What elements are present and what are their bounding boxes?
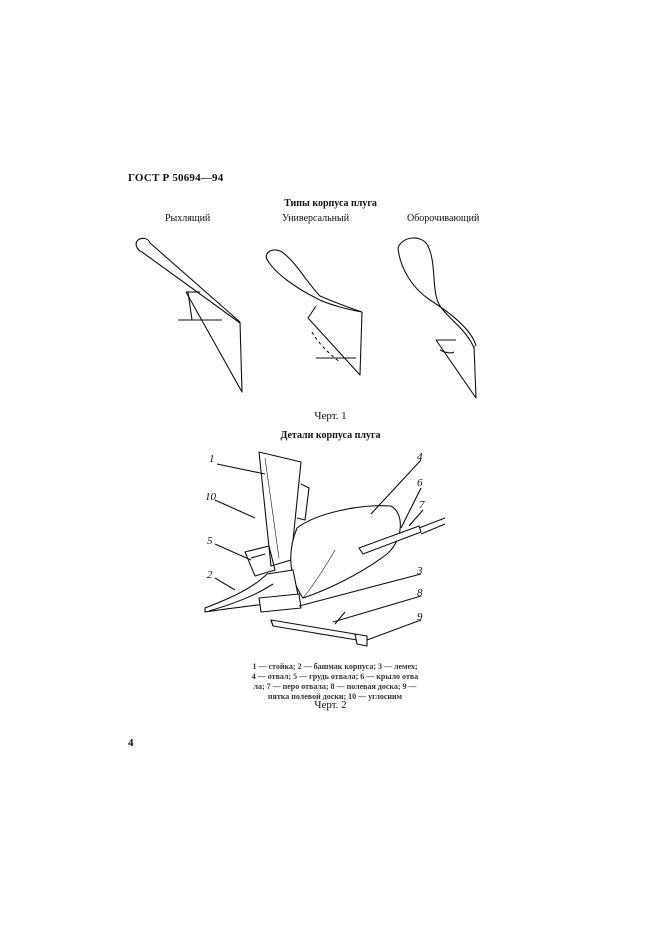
callout-3: 3 [417, 565, 423, 577]
part-landside-heel [355, 634, 367, 646]
part-landside [271, 620, 357, 640]
figure1-title: Типы корпуса плуга [284, 198, 377, 209]
callout-10: 10 [205, 491, 216, 503]
type-label-loosening: Рыхлящий [165, 213, 211, 224]
parts-legend [220, 662, 450, 702]
universal-body-sketch [266, 250, 362, 375]
legend-line: ла; 7 — перо отвала; 8 — полевая доска; 9 — [253, 682, 417, 691]
loosening-body-sketch [136, 238, 242, 392]
callout-2: 2 [207, 569, 213, 581]
figure2-title: Детали корпуса плуга [280, 430, 381, 441]
callout-1: 1 [209, 453, 215, 465]
legend-line: пятка полевой доски; 10 — углосним [267, 692, 403, 701]
page-number: 4 [128, 737, 134, 749]
figure1-caption: Черт. 1 [314, 410, 347, 422]
callout-9: 9 [417, 611, 423, 623]
callout-4: 4 [417, 451, 423, 463]
turning-body-sketch [398, 238, 476, 398]
type-label-turning: Оборочивающий [407, 213, 480, 224]
plow-body-parts-drawing [195, 448, 465, 648]
type-label-universal: Универсальный [282, 213, 350, 224]
callout-6: 6 [417, 477, 423, 489]
legend-line: 4 — отвал; 5 — грудь отвала; 6 — крыло отва [251, 672, 419, 681]
callout-5: 5 [207, 535, 213, 547]
callout-7: 7 [419, 499, 425, 511]
plow-body-types-drawing [120, 228, 500, 408]
callout-8: 8 [417, 587, 423, 599]
figure2-caption: Черт. 2 [314, 699, 347, 711]
standard-code: ГОСТ Р 50694—94 [128, 172, 224, 184]
legend-line: 1 — стойка; 2 — башмак корпуса; 3 — лемех; [252, 662, 418, 671]
